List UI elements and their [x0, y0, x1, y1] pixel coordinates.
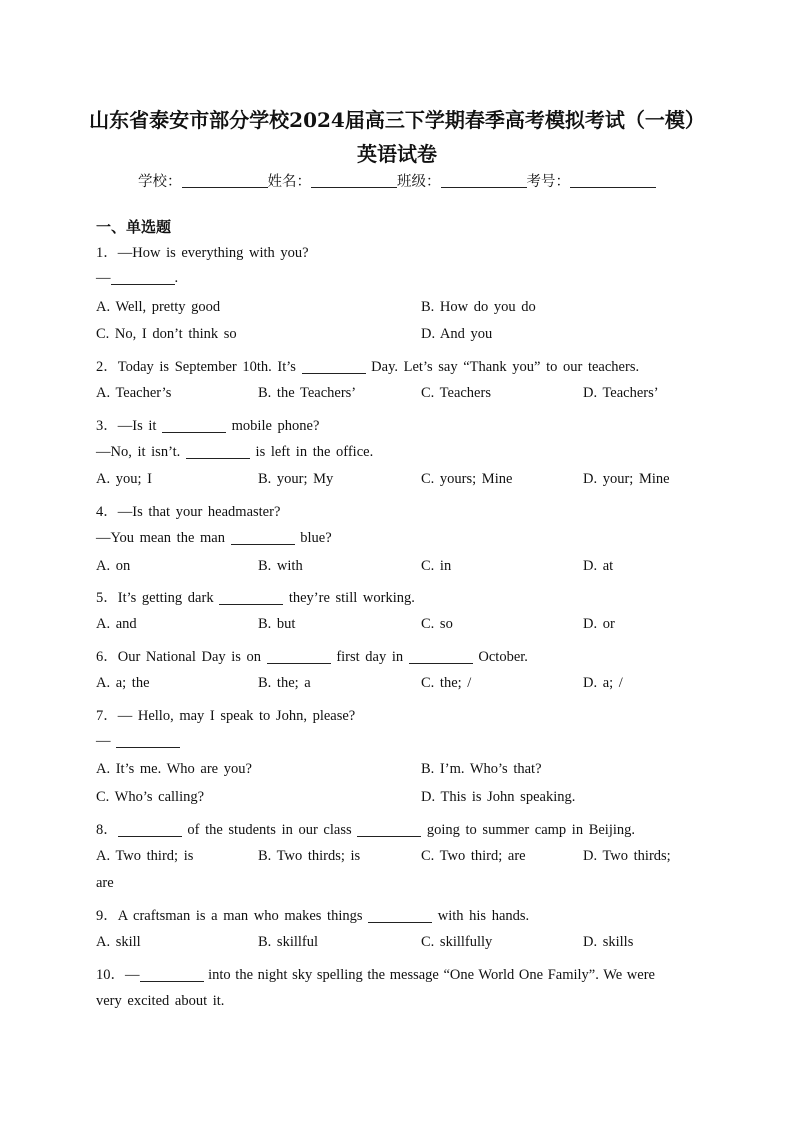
question-4-stem: 4．—Is that your headmaster?	[96, 504, 281, 520]
option-a[interactable]: A. Teacher’s	[96, 385, 172, 401]
question-2-stem: 2．Today is September 10th. It’s Day. Let’s say “Thank you” to our teachers.	[96, 359, 640, 375]
question-5-stem: 5．It’s getting dark they’re still working.	[96, 590, 415, 606]
answer-blank[interactable]	[186, 445, 250, 459]
question-4-reply: —You mean the man blue?	[96, 530, 332, 546]
question-1-reply: — .	[96, 270, 179, 286]
option-d[interactable]: D. your; Mine	[583, 471, 670, 487]
school-label: 学校：	[138, 174, 182, 190]
option-b[interactable]: B. the; a	[258, 675, 311, 691]
answer-blank[interactable]	[140, 968, 204, 982]
answer-blank[interactable]	[368, 909, 432, 923]
question-7-stem: 7．— Hello, may I speak to John, please?	[96, 708, 356, 724]
option-c[interactable]: C. Who’s calling?	[96, 789, 205, 805]
answer-blank[interactable]	[302, 360, 366, 374]
school-blank[interactable]	[182, 173, 268, 188]
question-7-reply: —	[96, 733, 716, 750]
option-d[interactable]: D. or	[583, 616, 615, 632]
option-c[interactable]: C. skillfully	[421, 934, 493, 950]
answer-blank[interactable]	[409, 650, 473, 664]
answer-blank[interactable]	[111, 271, 175, 285]
option-d[interactable]: D. skills	[583, 934, 634, 950]
class-blank[interactable]	[441, 173, 527, 188]
exam-title: 山东省泰安市部分学校2024届高三下学期春季高考模拟考试（一模）	[89, 108, 705, 132]
option-d[interactable]: D. a; /	[583, 675, 623, 691]
answer-blank[interactable]	[267, 650, 331, 664]
name-blank[interactable]	[311, 173, 397, 188]
option-d[interactable]: D. Teachers’	[583, 385, 659, 401]
option-b[interactable]: B. the Teachers’	[258, 385, 357, 401]
option-b[interactable]: B. I’m. Who’s that?	[421, 761, 542, 777]
answer-blank[interactable]	[116, 734, 180, 748]
answer-blank[interactable]	[357, 823, 421, 837]
option-c[interactable]: C. Two third; are	[421, 848, 526, 864]
option-b[interactable]: B. your; My	[258, 471, 334, 487]
option-c[interactable]: C. in	[421, 558, 452, 574]
option-c[interactable]: C. yours; Mine	[421, 471, 513, 487]
question-3-reply: —No, it isn’t. is left in the office.	[96, 444, 374, 460]
option-d[interactable]: D. And you	[421, 326, 493, 342]
question-9-stem: 9．A craftsman is a man who makes things with his hands.	[96, 908, 530, 924]
exam-number-label: 考号：	[526, 174, 570, 190]
option-b[interactable]: B. Two thirds; is	[258, 848, 361, 864]
question-8-stem: 8． of the students in our class going to summer camp in Beijing.	[96, 822, 636, 838]
option-a[interactable]: A. on	[96, 558, 131, 574]
exam-number-blank[interactable]	[570, 173, 656, 188]
option-d[interactable]: D. This is John speaking.	[421, 789, 576, 805]
class-label: 班级：	[397, 174, 441, 190]
option-b[interactable]: B. but	[258, 616, 296, 632]
exam-subtitle: 英语试卷	[357, 142, 437, 166]
option-c[interactable]: C. the; /	[421, 675, 472, 691]
option-a[interactable]: A. you; I	[96, 471, 152, 487]
student-info-line	[0, 170, 794, 191]
option-d-wrap: are	[96, 875, 114, 891]
option-d[interactable]: D. Two thirds;	[583, 848, 671, 864]
option-a[interactable]: A. Well, pretty good	[96, 299, 221, 315]
option-c[interactable]: C. so	[421, 616, 453, 632]
option-a[interactable]: A. It’s me. Who are you?	[96, 761, 252, 777]
option-d[interactable]: D. at	[583, 558, 614, 574]
name-label: 姓名：	[267, 174, 311, 190]
option-a[interactable]: A. and	[96, 616, 137, 632]
question-10-stem: 10．— into the night sky spelling the message “One World One Family”. We were	[96, 967, 655, 983]
option-b[interactable]: B. How do you do	[421, 299, 536, 315]
option-a[interactable]: A. Two third; is	[96, 848, 194, 864]
question-1-stem: 1．—How is everything with you?	[96, 245, 309, 261]
option-b[interactable]: B. skillful	[258, 934, 319, 950]
answer-blank[interactable]	[162, 419, 226, 433]
question-3-stem: 3．—Is it mobile phone?	[96, 418, 320, 434]
option-c[interactable]: C. No, I don’t think so	[96, 326, 237, 342]
answer-blank[interactable]	[118, 823, 182, 837]
section-heading: 一、单选题	[96, 218, 172, 236]
question-6-stem: 6．Our National Day is on first day in October.	[96, 649, 528, 665]
answer-blank[interactable]	[231, 531, 295, 545]
answer-blank[interactable]	[219, 591, 283, 605]
question-10-continued: very excited about it.	[96, 993, 225, 1009]
option-b[interactable]: B. with	[258, 558, 303, 574]
option-c[interactable]: C. Teachers	[421, 385, 491, 401]
option-a[interactable]: A. a; the	[96, 675, 150, 691]
option-a[interactable]: A. skill	[96, 934, 141, 950]
